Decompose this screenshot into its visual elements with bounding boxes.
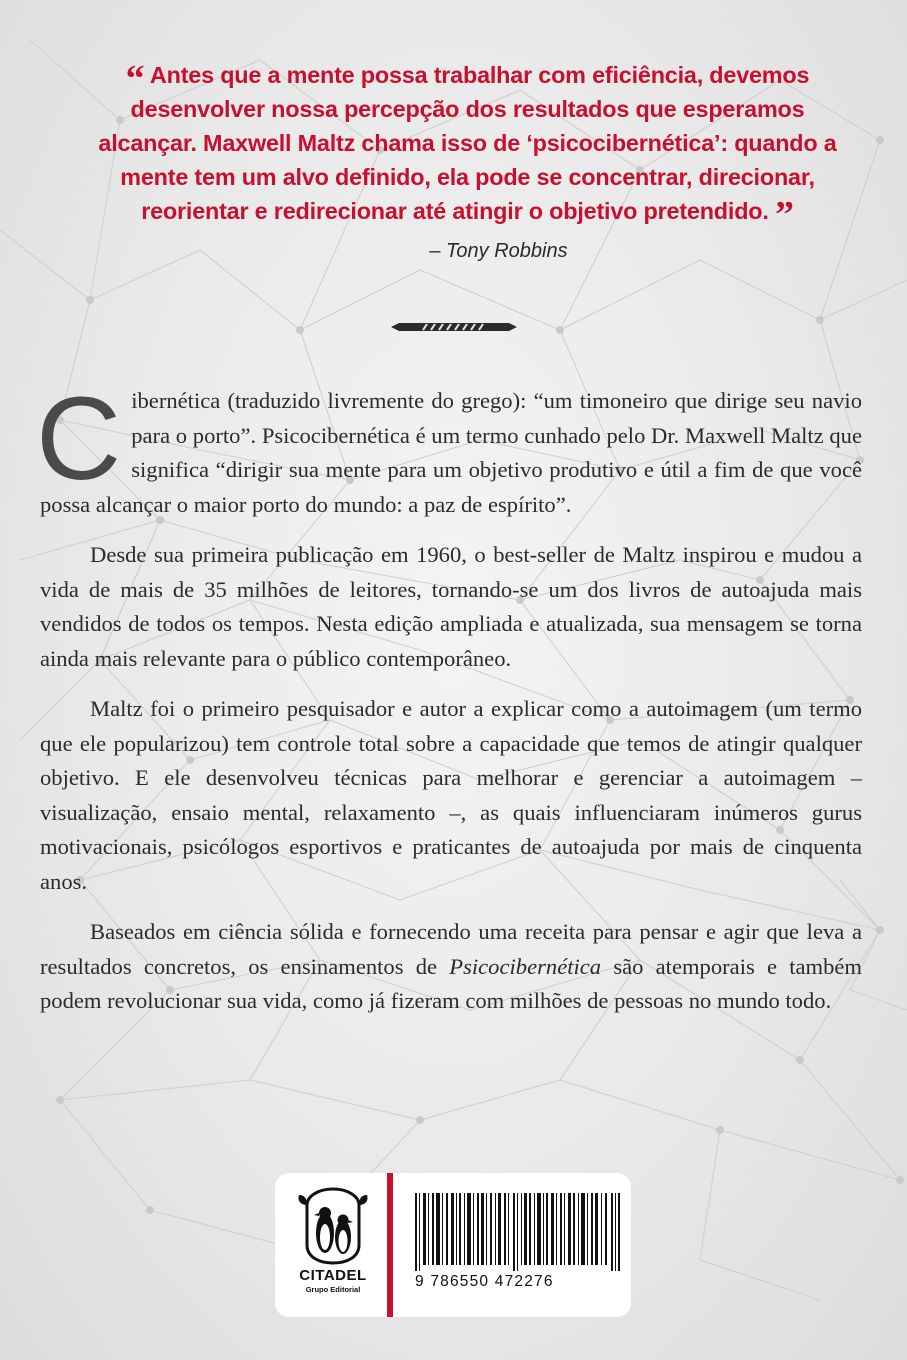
paragraph-2: Desde sua primeira publicação em 1960, o best-seller de Maltz inspirou e mudou a vida de mais de 35 milhões de leitores, tornando-se um dos livros de autoajuda mais vendidos de todos os tempos. Nesta edição ampliada e atualizada, sua mensagem se torna ainda mais relevante para o público contemporâneo.	[40, 542, 862, 671]
publisher-name: CITADEL	[299, 1267, 367, 1284]
paragraph-3: Maltz foi o primeiro pesquisador e autor a explicar como a autoimagem (um termo que ele popularizou) tem controle total sobre a capacidade que temos de atingir qualquer objetivo. E ele desenvolveu técnicas para melhorar e gerenciar a autoimagem – visualização, ensaio mental, relaxamento –, as quais influenciaram inúmeros gurus motivacionais, psicólogos esportivos e praticantes de autoajuda por mais de cinquenta anos.	[40, 696, 862, 894]
paragraph-4-text-a: Baseados em ciência sólida e fornecendo uma receita para pensar e agir que leva a resultados concretos, os ensinamentos de	[40, 919, 862, 979]
section-divider-icon	[391, 321, 517, 333]
paragraph-4	[40, 915, 862, 1019]
paragraph-4-text-b: são atemporais e também podem revolucionar sua vida, como já fizeram com milhões de pessoas no mundo todo.	[40, 953, 862, 1013]
epigraph-quote	[95, 58, 840, 236]
barcode-icon	[415, 1193, 621, 1271]
drop-cap: C	[36, 373, 122, 505]
open-quote-mark: “	[125, 58, 145, 100]
publisher-subtitle: Grupo Editorial	[305, 1285, 361, 1294]
close-quote-mark: ”	[775, 194, 794, 236]
publisher-logo	[287, 1183, 379, 1307]
accent-bar	[387, 1173, 393, 1317]
penguins-logo-icon	[287, 1183, 379, 1267]
paragraph-1	[36, 373, 862, 522]
isbn-number: 9 786550 472276	[415, 1273, 554, 1290]
book-title-italic: Psicocibernética	[449, 953, 602, 979]
quote-attribution	[0, 240, 907, 263]
book-description	[36, 373, 862, 1035]
attribution-text: – Tony Robbins	[429, 240, 568, 262]
quote-text: Antes que a mente possa trabalhar com eficiência, devemos desenvolver nossa percepção dos resultados que esperamos alcançar. Maxwell Maltz chama isso de ‘psicocibernética’: quando a mente tem um alvo definido, ela pode se concentrar, direcionar, reorientar e redirecionar até atingir o objetivo pretendido.	[98, 62, 837, 224]
publisher-barcode-panel	[275, 1173, 631, 1317]
paragraph-1-text: ibernética (traduzido livremente do grego): “um timoneiro que dirige seu navio para o porto”. Psicocibernética é um termo cunhado pelo Dr. Maxwell Maltz que significa “dirigir sua mente para um objetivo produtivo e útil a fim de que você possa alcançar o maior porto do mundo: a paz de espírito”.	[40, 388, 862, 517]
